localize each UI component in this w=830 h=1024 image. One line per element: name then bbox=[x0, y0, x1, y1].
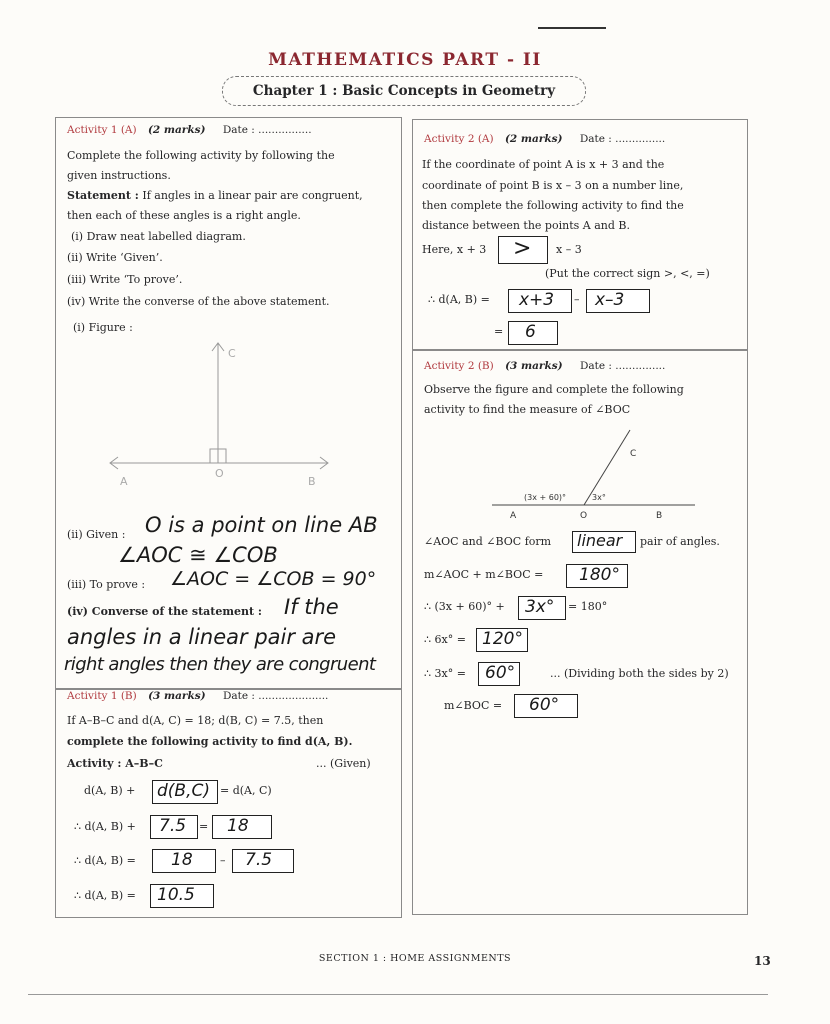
activity-1a-header bbox=[67, 124, 312, 136]
activity-2a-marks: (2 marks) bbox=[504, 133, 563, 145]
given-answer-2: ∠AOC ≅ ∠COB bbox=[118, 543, 278, 567]
to-prove-answer: ∠AOC = ∠COB = 90° bbox=[170, 568, 377, 590]
a2a-distance-pre: ∴ d(A, B) = bbox=[428, 293, 490, 306]
a1b-line1: If A–B–C and d(A, C) = 18; d(B, C) = 7.5, then bbox=[67, 714, 324, 727]
a2b-step5-box bbox=[478, 662, 520, 686]
a1b-row4-answer: 10.5 bbox=[157, 885, 195, 905]
a2b-step3-box bbox=[518, 596, 566, 620]
a1b-row3-box1 bbox=[152, 849, 216, 873]
a2a-distance-answer2: x–3 bbox=[595, 290, 625, 310]
a1b-activity-label: Activity : A–B–C bbox=[67, 757, 163, 770]
a2b-step6-box bbox=[514, 694, 578, 718]
a2a-distance-box1 bbox=[508, 289, 572, 313]
a1a-figure-label: (i) Figure : bbox=[73, 321, 133, 334]
fig-label-o: O bbox=[580, 511, 588, 521]
chapter-heading: Chapter 1 : Basic Concepts in Geometry bbox=[222, 76, 586, 106]
a2b-step5-post: ... (Dividing both the sides by 2) bbox=[550, 667, 729, 680]
a2b-step3-post: = 180° bbox=[568, 600, 608, 613]
a1b-row1-pre: d(A, B) + bbox=[84, 784, 136, 797]
a1a-instr-3: (iii) Write ‘To prove’. bbox=[67, 273, 183, 286]
statement-label: Statement : bbox=[67, 189, 139, 202]
a2a-x-minus-3: x – 3 bbox=[556, 243, 582, 256]
a1b-row4-pre: ∴ d(A, B) = bbox=[74, 889, 136, 902]
a2a-line4: distance between the points A and B. bbox=[422, 219, 630, 232]
a2a-hint: (Put the correct sign >, <, =) bbox=[545, 267, 710, 280]
right-angle-right bbox=[218, 449, 226, 463]
a1a-instr-2: (ii) Write ‘Given’. bbox=[67, 251, 163, 264]
activity-2a-header bbox=[424, 133, 665, 145]
fig-angle-aoc: (3x + 60)° bbox=[524, 493, 567, 502]
converse-answer-2: angles in a linear pair are bbox=[67, 625, 337, 649]
a1a-instr-4: (iv) Write the converse of the above statement. bbox=[67, 295, 330, 308]
a1b-row2-answer1: 7.5 bbox=[159, 816, 187, 836]
a1a-instr-1: (i) Draw neat labelled diagram. bbox=[71, 230, 246, 243]
a1a-statement-2: then each of these angles is a right angle. bbox=[67, 209, 301, 222]
converse-answer-3: right angles then they are congruent bbox=[64, 654, 376, 675]
a2a-result-answer: 6 bbox=[525, 322, 536, 342]
activity-2b-header bbox=[424, 360, 665, 372]
a2b-step1-box bbox=[572, 531, 636, 553]
fig-label-c: C bbox=[630, 449, 637, 459]
given-answer-1: O is a point on line AB bbox=[145, 513, 378, 537]
given-label: (ii) Given : bbox=[67, 528, 126, 541]
a2b-step6-answer: 60° bbox=[529, 695, 560, 715]
a2b-step4-box bbox=[476, 628, 528, 652]
right-angle-left bbox=[210, 449, 218, 463]
a2a-line1: If the coordinate of point A is x + 3 and the bbox=[422, 158, 665, 171]
a1a-line1: Complete the following activity by following the bbox=[67, 149, 335, 162]
a2b-step2-box bbox=[566, 564, 628, 588]
a1b-row3-minus: – bbox=[220, 854, 226, 867]
a2b-step2-pre: m∠AOC + m∠BOC = bbox=[424, 568, 544, 581]
a2a-distance-answer1: x+3 bbox=[519, 290, 555, 310]
activity-1b-label: Activity 1 (B) bbox=[67, 690, 137, 702]
bottom-rule bbox=[28, 994, 768, 995]
a2a-result-eq: = bbox=[494, 325, 504, 338]
a1b-row2-pre: ∴ d(A, B) + bbox=[74, 820, 136, 833]
a1a-statement bbox=[67, 186, 363, 207]
a2b-step4-pre: ∴ 6x° = bbox=[424, 633, 466, 646]
to-prove-label: (iii) To prove : bbox=[67, 578, 146, 591]
top-rule bbox=[538, 27, 606, 29]
linear-pair-figure bbox=[100, 325, 340, 495]
a1b-row2-box1 bbox=[150, 815, 198, 839]
activity-1b-marks: (3 marks) bbox=[148, 690, 206, 702]
activity-2b-marks: (3 marks) bbox=[505, 360, 563, 372]
a1b-row2-eq: = bbox=[199, 820, 209, 833]
a1b-row2-box2 bbox=[212, 815, 272, 839]
converse-label: (iv) Converse of the statement : bbox=[67, 605, 262, 618]
a2b-step6-pre: m∠BOC = bbox=[444, 699, 503, 712]
a1b-row1-post: = d(A, C) bbox=[220, 784, 272, 797]
statement-text-1: If angles in a linear pair are congruent, bbox=[142, 189, 363, 202]
a2b-line1: Observe the figure and complete the following bbox=[424, 383, 684, 396]
a1a-line2: given instructions. bbox=[67, 169, 171, 182]
activity-1a-label: Activity 1 (A) bbox=[67, 124, 137, 136]
activity-2a-date: Date : ............... bbox=[579, 133, 666, 145]
a2a-sign-answer: > bbox=[513, 236, 532, 261]
activity-1b-date: Date : ..................... bbox=[222, 690, 329, 702]
a1b-row1-box bbox=[152, 780, 218, 804]
fig-label-b: B bbox=[308, 475, 316, 488]
a2b-step3-pre: ∴ (3x + 60)° + bbox=[424, 600, 505, 613]
page-number: 13 bbox=[754, 954, 771, 968]
a1b-row1-answer: d(B,C) bbox=[157, 781, 210, 801]
activity-2a-label: Activity 2 (A) bbox=[424, 133, 494, 145]
a1b-row3-answer2: 7.5 bbox=[245, 850, 273, 870]
a2a-distance-minus: – bbox=[574, 293, 580, 306]
a1b-row3-pre: ∴ d(A, B) = bbox=[74, 854, 136, 867]
a2b-step5-pre: ∴ 3x° = bbox=[424, 667, 466, 680]
activity-1b-header bbox=[67, 690, 328, 702]
a2a-result-box bbox=[508, 321, 558, 345]
a2b-step5-answer: 60° bbox=[485, 663, 516, 683]
page-footer: SECTION 1 : HOME ASSIGNMENTS bbox=[318, 953, 512, 964]
a2b-step4-answer: 120° bbox=[482, 629, 523, 649]
fig-angle-boc: 3x° bbox=[592, 493, 606, 502]
ray-oc bbox=[584, 430, 630, 505]
activity-2b-label: Activity 2 (B) bbox=[424, 360, 494, 372]
a1b-row4-box bbox=[150, 884, 214, 908]
activity-1a-marks: (2 marks) bbox=[147, 124, 206, 136]
a2a-line2: coordinate of point B is x – 3 on a number line, bbox=[422, 179, 684, 192]
fig-label-a: A bbox=[120, 475, 128, 488]
a2a-here: Here, x + 3 bbox=[422, 243, 487, 256]
converse-answer-1: If the bbox=[284, 595, 339, 619]
fig-label-o: O bbox=[215, 467, 224, 480]
a2b-step1-post: pair of angles. bbox=[640, 535, 720, 548]
fig-label-c: C bbox=[228, 347, 236, 360]
fig-label-a: A bbox=[510, 511, 517, 521]
a1b-line2: complete the following activity to find d(A, B). bbox=[67, 735, 353, 748]
a2b-step3-answer: 3x° bbox=[525, 597, 555, 617]
a2b-step1-answer: linear bbox=[577, 531, 623, 550]
activity-2b-date: Date : ............... bbox=[579, 360, 666, 372]
a2b-step2-answer: 180° bbox=[579, 565, 620, 585]
a2a-distance-box2 bbox=[586, 289, 650, 313]
a2a-sign-box bbox=[498, 236, 548, 264]
a1b-row3-box2 bbox=[232, 849, 294, 873]
activity-1a-date: Date : ................ bbox=[222, 124, 312, 136]
a1b-row3-answer1: 18 bbox=[171, 850, 193, 870]
angle-figure bbox=[480, 420, 710, 525]
fig-label-b: B bbox=[656, 511, 663, 521]
a1b-row2-answer2: 18 bbox=[227, 816, 249, 836]
a2b-line2: activity to find the measure of ∠BOC bbox=[424, 403, 631, 416]
a2b-step1-pre: ∠AOC and ∠BOC form bbox=[424, 535, 552, 548]
page-title: MATHEMATICS PART - II bbox=[268, 50, 542, 70]
a2a-line3: then complete the following activity to find the bbox=[422, 199, 684, 212]
a1b-given: ... (Given) bbox=[316, 757, 371, 770]
